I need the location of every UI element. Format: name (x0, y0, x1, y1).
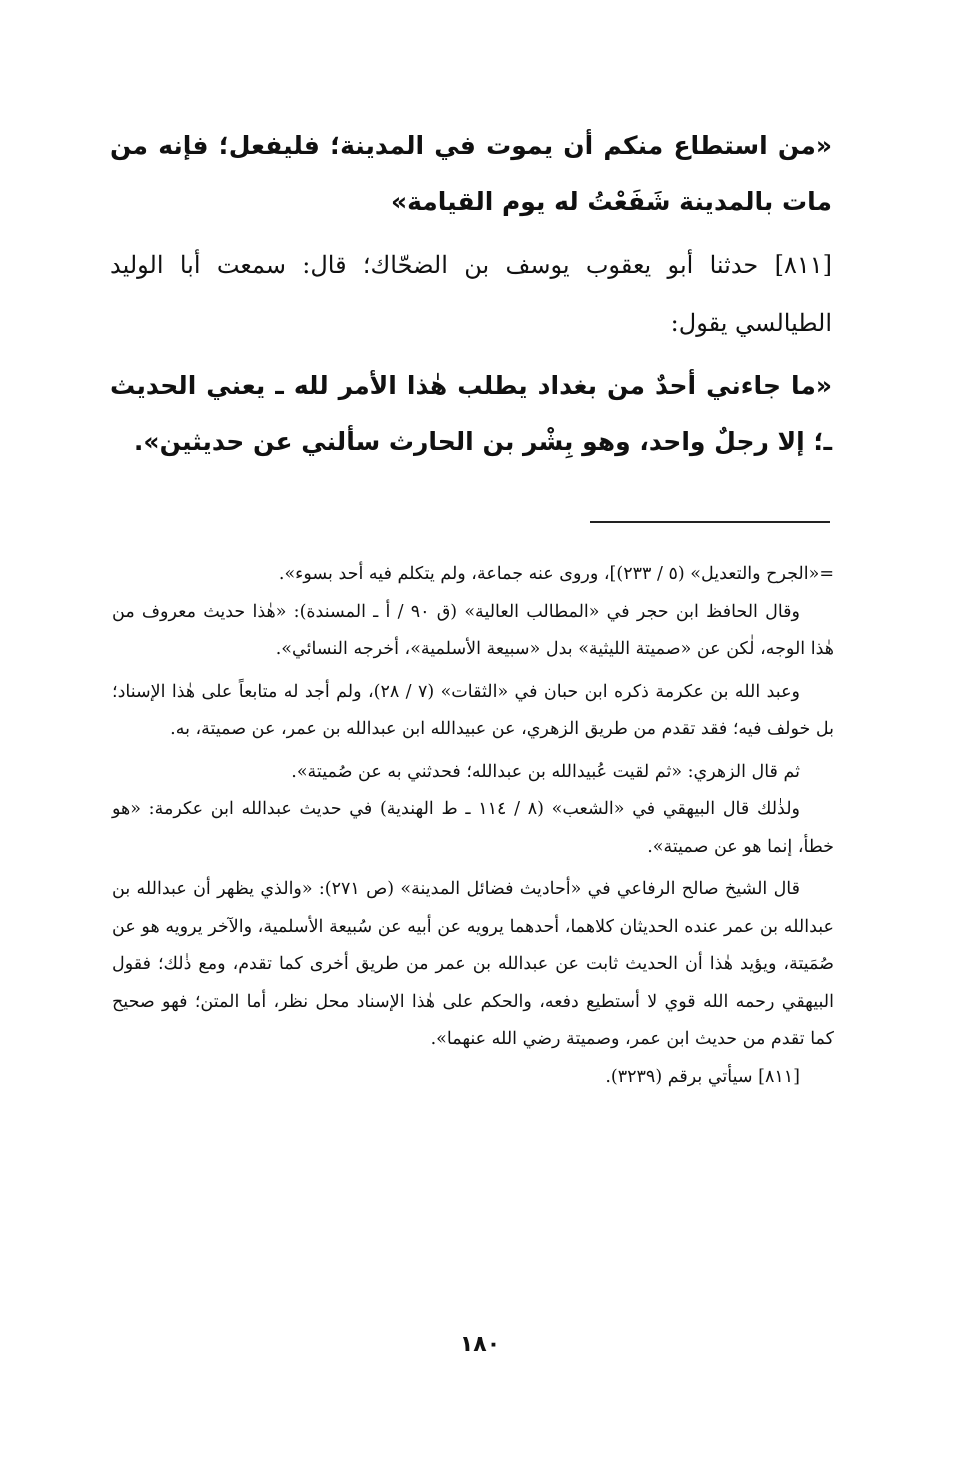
footnote-continuation: =«الجرح والتعديل» (٥ / ٢٣٣)]، وروى عنه جماعة، ولم يتكلم فيه أحد بسوء». (278, 564, 834, 584)
hadith-text-2: «ما جاءني أحدٌ من بغداد يطلب هٰذا الأمر لله ـ يعني الحديث ـ؛ إلا رجلٌ واحد، وهو بِشْر بن الحارث سألني عن حديثين». (110, 371, 832, 456)
footnote-cross-reference: [٨١١] سيأتي برقم (٣٢٣٩). (605, 1066, 800, 1087)
footnote-divider (590, 521, 830, 523)
narration-811: [٨١١] حدثنا أبو يعقوب يوسف بن الضحّاك؛ قال: سمعت أبا الوليد الطيالسي يقول: (110, 251, 832, 337)
footnote-paragraph: وقال الحافظ ابن حجر في «المطالب العالية» (ق ٩٠ / أ ـ المسندة): «هٰذا حديث معروف من هٰذا الوجه، لٰكن عن «صميتة الليثية» بدل «سبيعة الأسلمية»، أخرجه النسائي». (112, 601, 834, 659)
footnotes (112, 556, 834, 1096)
hadith-text-1: «من استطاع منكم أن يموت في المدينة؛ فليفعل؛ فإنه من مات بالمدينة شَفَعْتُ له يوم القيامة» (110, 131, 832, 216)
main-text (110, 118, 832, 476)
footnote-paragraph: ثم قال الزهري: «ثم لقيت عُبيدالله بن عبدالله؛ فحدثني به عن صُميتة». (291, 761, 800, 782)
footnote-paragraph: قال الشيخ صالح الرفاعي في «أحاديث فضائل المدينة» (ص ٢٧١): «والذي يظهر أن عبدالله بن عبدالله بن عمر عنده الحديثان كلاهما، أحدهما يرويه عن أبيه عن سُبيعة الأسلمية، والآخر يرويه هو عن صُمَيتة، ويؤيد هٰذا أن الحديث ثابت عن عبدالله بن عمر من طريق أخرى كما تقدم، ومع ذٰلك؛ فقول البيهقي رحمه الله قوي لا أستطيع دفعه، والحكم على هٰذا الإسناد محل نظر، أما المتن؛ فهو صحيح كما تقدم من حديث ابن عمر، وصميتة رضي الله عنهما». (112, 879, 834, 1049)
footnote-paragraph: وعبد الله بن عكرمة ذكره ابن حبان في «الثقات» (٧ / ٢٨)، ولم أجد له متابعاً على هٰذا الإسناد؛ بل خولف فيه؛ فقد تقدم من طريق الزهري، عن عبيدالله ابن عبدالله بن عمر، عن صميتة، به. (112, 681, 834, 739)
page-number: ١٨٠ (459, 1332, 501, 1357)
footnote-paragraph: ولذٰلك قال البيهقي في «الشعب» (٨ / ١١٤ ـ ط الهندية) في حديث عبدالله ابن عكرمة: «هو خطأ، إنما هو عن صميتة». (112, 799, 834, 857)
